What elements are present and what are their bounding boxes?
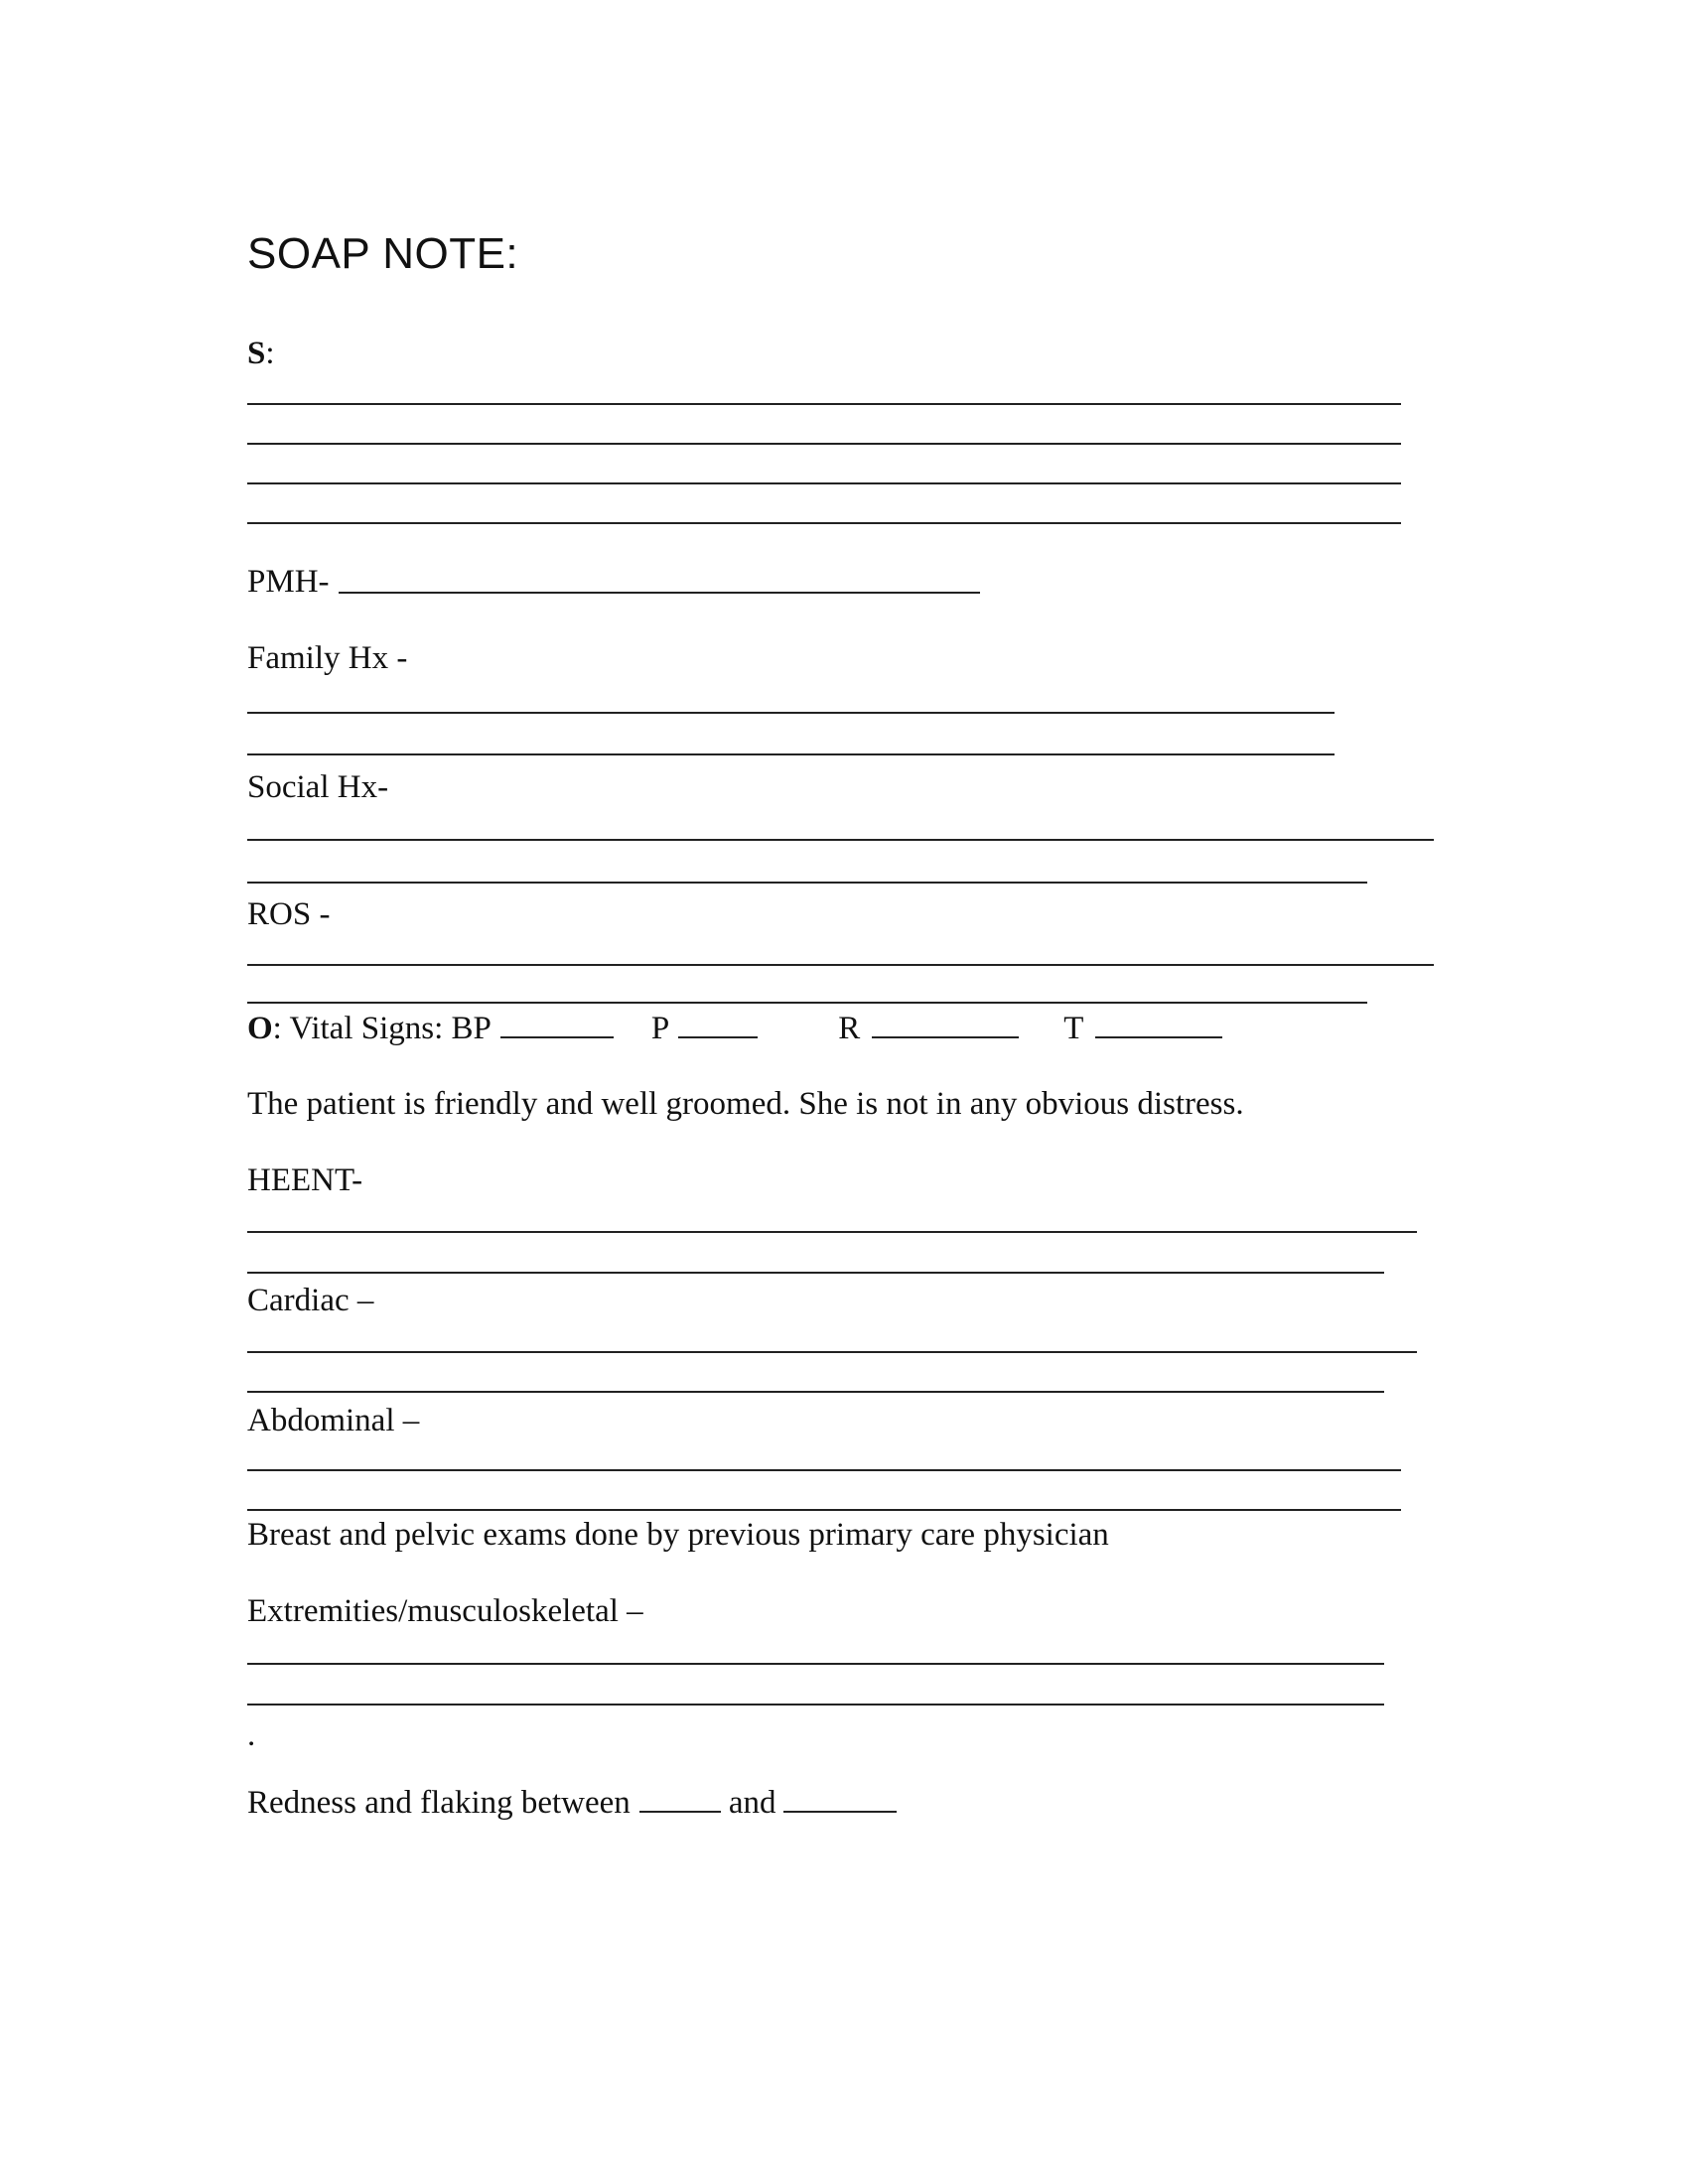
cardiac-line-2[interactable] [247, 1391, 1384, 1393]
abdominal-line-1[interactable] [247, 1469, 1401, 1471]
heent-label: HEENT- [247, 1162, 363, 1198]
cardiac-line-1[interactable] [247, 1351, 1417, 1353]
abdominal-line-2[interactable] [247, 1509, 1401, 1511]
subjective-heading [247, 338, 275, 370]
general-appearance-statement: The patient is friendly and well groomed. She is not in any obvious distress. [247, 1086, 1244, 1122]
pmh-line[interactable] [339, 592, 980, 594]
redness-field-2[interactable] [783, 1789, 897, 1813]
extremities-line-1[interactable] [247, 1663, 1384, 1665]
pulse-label: P [650, 1011, 670, 1046]
ros-line-2[interactable] [247, 1002, 1367, 1004]
extremities-label: Extremities/musculoskeletal – [247, 1593, 643, 1629]
cardiac-label: Cardiac – [247, 1283, 374, 1318]
objective-letter: O [247, 1011, 273, 1046]
redness-prefix: Redness and flaking between [247, 1785, 631, 1821]
subjective-line-1[interactable] [247, 403, 1401, 405]
ros-label: ROS - [247, 896, 331, 932]
subjective-colon: : [265, 336, 275, 371]
subjective-letter: S [247, 336, 266, 371]
pulse-field[interactable] [678, 1015, 758, 1038]
family-hx-line-2[interactable] [247, 753, 1335, 755]
heent-line-1[interactable] [247, 1231, 1417, 1233]
redness-row [247, 1787, 897, 1820]
redness-and-label: and [728, 1785, 776, 1821]
subjective-line-2[interactable] [247, 443, 1401, 445]
heent-line-2[interactable] [247, 1272, 1384, 1274]
respiration-label: R [838, 1011, 861, 1046]
abdominal-label: Abdominal – [247, 1403, 420, 1438]
page-title: SOAP NOTE: [247, 229, 519, 278]
social-hx-label: Social Hx- [247, 769, 389, 805]
temperature-field[interactable] [1095, 1015, 1222, 1038]
stray-period: . [247, 1717, 256, 1753]
bp-field[interactable] [500, 1015, 614, 1038]
respiration-field[interactable] [872, 1015, 1019, 1038]
social-hx-line-2[interactable] [247, 882, 1367, 884]
breast-pelvic-statement: Breast and pelvic exams done by previous primary care physician [247, 1517, 1109, 1553]
family-hx-label: Family Hx - [247, 640, 408, 676]
pmh-label: PMH- [247, 564, 330, 600]
temperature-label: T [1063, 1011, 1084, 1046]
vital-signs-row [247, 1013, 1222, 1045]
subjective-line-4[interactable] [247, 522, 1401, 524]
subjective-line-3[interactable] [247, 482, 1401, 484]
social-hx-line-1[interactable] [247, 839, 1434, 841]
ros-line-1[interactable] [247, 964, 1434, 966]
vital-signs-label: : Vital Signs: BP [272, 1011, 492, 1046]
family-hx-line-1[interactable] [247, 712, 1335, 714]
extremities-line-2[interactable] [247, 1704, 1384, 1706]
redness-field-1[interactable] [639, 1789, 721, 1813]
